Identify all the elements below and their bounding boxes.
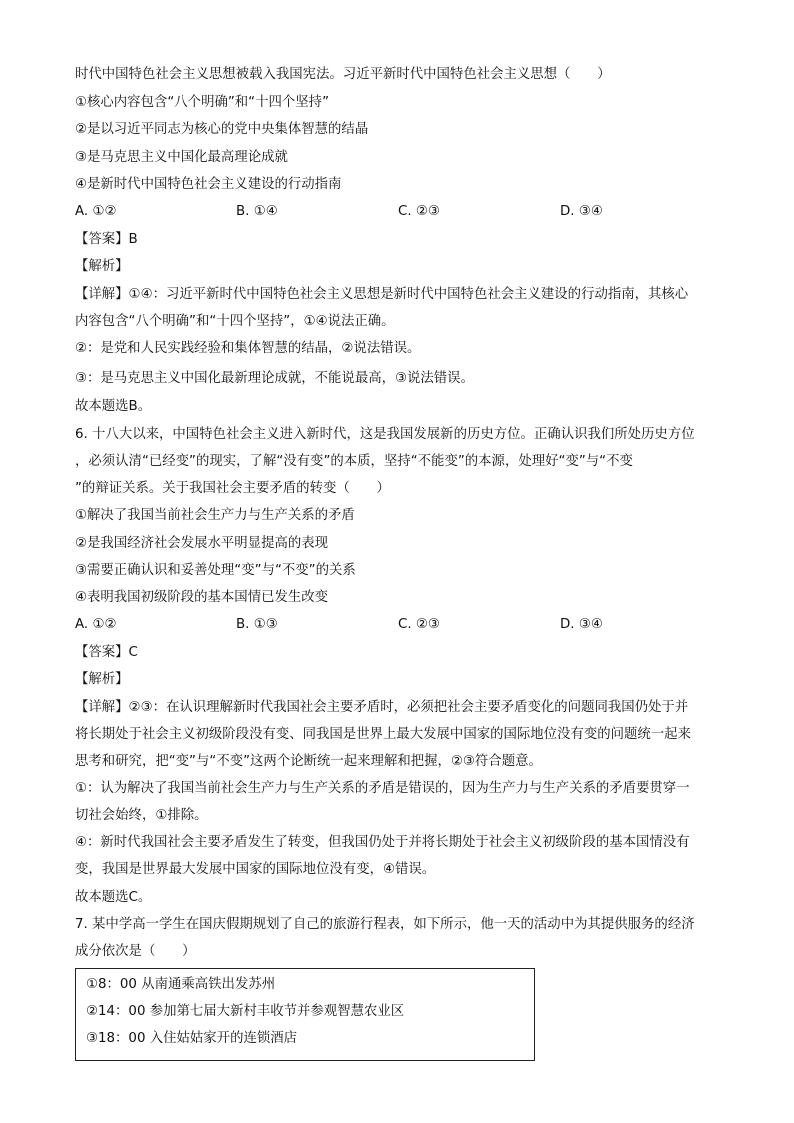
q5-option-d: D. ③④ [560, 204, 603, 219]
q5-analysis-label: 【解析】 [75, 259, 129, 274]
itinerary-box [75, 968, 535, 1061]
q6-detail-6: ④：新时代我国社会主要矛盾发生了转变，但我国仍处于并将长期处于社会主义初级阶段的基本国情没有 [75, 835, 690, 850]
q6-analysis-label: 【解析】 [75, 672, 129, 687]
q7-stem-1: 7. 某中学高一学生在国庆假期规划了自己的旅游行程表，如下所示，他一天的活动中为其提供服务的经济 [75, 917, 695, 932]
q6-statement-3: ③需要正确认识和妥善处理“变”与“不变”的关系 [75, 563, 356, 578]
itinerary-item-2: ②14：00 参加第七届大新村丰收节并参观智慧农业区 [86, 1004, 405, 1019]
q6-option-d: D. ③④ [560, 617, 603, 632]
q6-detail-5: 切社会始终，①排除。 [75, 808, 208, 823]
q6-stem-2: ，必须认清“已经变”的现实，了解“没有变”的本质，坚持“不能变”的本源，处理好“变”与“不变 [75, 454, 633, 469]
q6-option-a: A. ①② [75, 617, 117, 632]
q5-statement-1: ①核心内容包含“八个明确”和“十四个坚持” [75, 95, 330, 110]
q6-conclusion: 故本题选C。 [75, 890, 152, 905]
q6-statement-2: ②是我国经济社会发展水平明显提高的表现 [75, 536, 329, 551]
q6-option-c: C. ②③ [398, 617, 440, 632]
q6-detail-1: 【详解】②③：在认识理解新时代我国社会主要矛盾时，必须把社会主要矛盾变化的问题同我国仍处于并 [75, 700, 689, 715]
q5-detail-1: 【详解】①④：习近平新时代中国特色社会主义思想是新时代中国特色社会主义建设的行动指南，其核心 [75, 287, 689, 302]
q6-answer: 【答案】C [75, 645, 138, 660]
q5-stem: 时代中国特色社会主义思想被载入我国宪法。习近平新时代中国特色社会主义思想（ ） [75, 67, 611, 82]
q6-detail-3: 思考和研究，把“变”与“不变”这两个论断统一起来理解和把握，②③符合题意。 [75, 754, 542, 769]
q5-option-a: A. ①② [75, 204, 117, 219]
q5-detail-2: 内容包含“八个明确”和“十四个坚持”，①④说法正确。 [75, 314, 395, 329]
q5-conclusion: 故本题选B。 [75, 399, 152, 414]
q6-option-b: B. ①③ [236, 617, 278, 632]
q7-stem-2: 成分依次是（ ） [75, 944, 196, 959]
q5-statement-2: ②是以习近平同志为核心的党中央集体智慧的结晶 [75, 122, 369, 137]
q6-statement-4: ④表明我国初级阶段的基本国情已发生改变 [75, 590, 329, 605]
q6-statement-1: ①解决了我国当前社会生产力与生产关系的矛盾 [75, 508, 355, 523]
itinerary-item-3: ③18：00 入住姑姑家开的连锁酒店 [86, 1031, 298, 1046]
q6-stem-1: 6. 十八大以来，中国特色社会主义进入新时代，这是我国发展新的历史方位。正确认识我们所处历史方位 [75, 427, 695, 442]
q6-stem-3: ”的辩证关系。关于我国社会主要矛盾的转变（ ） [75, 481, 390, 496]
itinerary-item-1: ①8：00 从南通乘高铁出发苏州 [86, 977, 276, 992]
q5-statement-4: ④是新时代中国特色社会主义建设的行动指南 [75, 177, 342, 192]
q5-detail-4: ③：是马克思主义中国化最新理论成就，不能说最高，③说法错误。 [75, 371, 474, 386]
q5-option-c: C. ②③ [398, 204, 440, 219]
q5-option-b: B. ①④ [236, 204, 278, 219]
q6-detail-7: 变，我国是世界最大发展中国家的国际地位没有变，④错误。 [75, 862, 436, 877]
q5-detail-3: ②：是党和人民实践经验和集体智慧的结晶，②说法错误。 [75, 341, 421, 356]
q5-answer: 【答案】B [75, 232, 138, 247]
q6-detail-4: ①：认为解决了我国当前社会生产力与生产关系的矛盾是错误的，因为生产力与生产关系的矛盾要贯穿一 [75, 781, 690, 796]
q5-statement-3: ③是马克思主义中国化最高理论成就 [75, 150, 288, 165]
q6-detail-2: 将长期处于社会主义初级阶段没有变、同我国是世界上最大发展中国家的国际地位没有变的问题统一起来 [75, 727, 691, 742]
